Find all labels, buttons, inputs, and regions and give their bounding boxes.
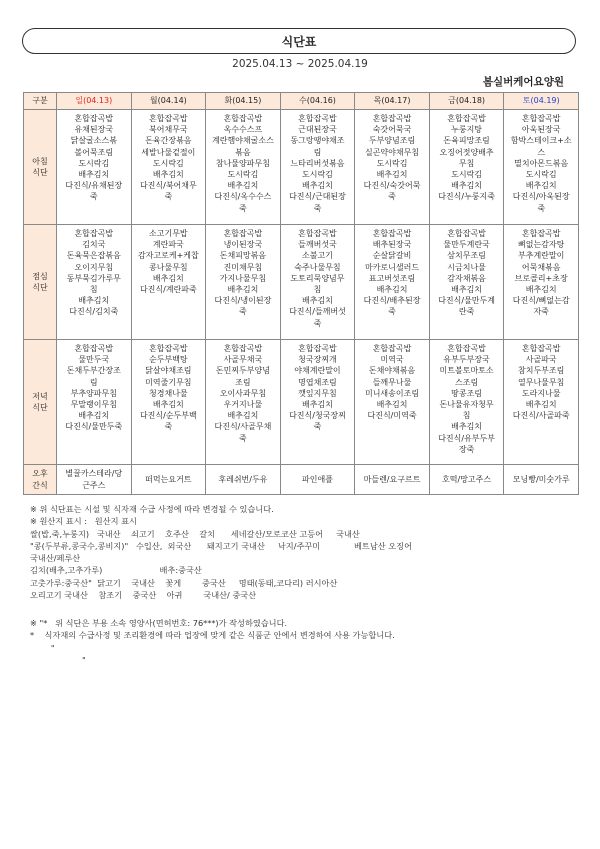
note-line: ※ 위 식단표는 시설 및 식자재 수급 사정에 따라 변경될 수 있습니다.	[30, 504, 274, 514]
cell-text-line: 식단	[32, 403, 48, 412]
menu-title-box	[22, 28, 576, 54]
cell-text-line: 배추김치	[525, 285, 557, 295]
cell-text-line: 아욱된장국	[521, 125, 561, 135]
cell-text-line: 동부묵김가루무	[66, 273, 121, 283]
cell-text-line: 죽	[537, 203, 546, 213]
cell-text-line: 멸치아몬드볶음	[514, 158, 569, 168]
cell-text-line: 혼합잡곡밥	[74, 344, 114, 353]
row-label-dinner	[24, 340, 57, 465]
note-line: 쌀(밥,죽,누룽지) 국내산 쇠고기 호주산 갈치 세네갈산/모로코산 고등어 국내산	[30, 528, 360, 539]
menu-cell: 떠먹는요거트	[131, 465, 206, 495]
cell-text-line: 혼합잡곡밥	[149, 114, 188, 123]
menu-cell	[280, 225, 355, 340]
menu-cell: 후레쉬번/두유	[206, 465, 281, 495]
cell-text-line: 혼합잡곡밥	[521, 344, 561, 353]
menu-cell	[429, 340, 504, 465]
cell-text-line: 돈육묵은잡볶음	[66, 251, 121, 261]
cell-text-line: 미트볼토마토소	[439, 366, 494, 376]
cell-text-line: 뼈없는감자탕	[518, 240, 565, 250]
cell-text-line: 두부양념조림	[368, 136, 416, 146]
cell-text-line: 혼합잡곡밥	[298, 344, 337, 353]
cell-text-line: 배추김치	[152, 400, 184, 410]
cell-text-line: 도시락김	[227, 170, 259, 180]
cell-text-line: 혼합잡곡밥	[521, 229, 561, 238]
cell-text-line: 물만두계란국	[443, 240, 490, 250]
cell-text-line: 도시락김	[302, 170, 333, 180]
cell-text-line: 식단	[32, 283, 48, 292]
cell-text-line: 청국장찌개	[298, 355, 337, 365]
cell-text-line: 동그랑땡야채조	[290, 136, 345, 146]
menu-cell	[504, 225, 579, 340]
menu-cell: 파인애플	[280, 465, 355, 495]
cell-text-line: 배추김치	[78, 411, 110, 421]
cell-text-line: 순두부백탕	[149, 355, 188, 365]
cell-text-line: 소불고기	[302, 251, 333, 261]
cell-text-line: 다진식/배추된장	[363, 296, 421, 306]
cell-text-line: 도시락김	[152, 158, 184, 168]
menu-cell	[280, 340, 355, 465]
cell-text-line: 죽	[388, 307, 396, 317]
menu-cell	[206, 340, 281, 465]
cell-text-line: 청경채나물	[149, 388, 188, 398]
cell-text-line: 죽	[313, 422, 322, 432]
cell-text-line: 저녁	[32, 391, 48, 401]
cell-text-line: 죽	[239, 203, 247, 213]
menu-cell	[131, 225, 206, 340]
day-header-tue: 화(04.15)	[206, 93, 281, 110]
cell-text-line: 다진식/들깨버섯	[289, 307, 346, 317]
cell-text-line: 다진식/사골무채	[214, 422, 272, 432]
cell-text-line: 다진식/유채된장	[65, 181, 123, 191]
cell-text-line: 배추김치	[376, 170, 408, 180]
cell-text-line: 깻잎지무침	[298, 388, 337, 398]
menu-cell	[355, 225, 430, 340]
cell-text-line: 스	[537, 147, 546, 157]
cell-text-line: 죽	[239, 433, 247, 443]
cell-text-line: 죽	[164, 422, 173, 432]
cell-text-line: 스조림	[455, 377, 479, 387]
cell-text-line: 함박스테이크+소	[510, 136, 572, 146]
cell-text-line: 점심	[32, 271, 48, 281]
cell-text-line: 들깨버섯국	[298, 240, 337, 250]
menu-cell	[206, 225, 281, 340]
footer-line: * 식자재의 수급사정 및 조리환경에 따라 업장에 맞게 같은 식품군 안에서 변경하여 사용 가능합니다.	[30, 630, 395, 641]
row-label-breakfast	[24, 110, 57, 225]
cell-text-line: 혼합잡곡밥	[223, 344, 263, 353]
cell-text-line: 사골무채국	[223, 355, 263, 365]
cell-text-line: 소고기무밥	[149, 229, 188, 238]
cell-text-line: 북어채무국	[149, 125, 188, 135]
cell-text-line: 열무나물무침	[518, 377, 565, 387]
cell-text-line: 다진식/청국장찌	[289, 411, 346, 421]
cell-text-line: 혼합잡곡밥	[298, 229, 337, 238]
cell-text-line: 볼어묵조림	[74, 147, 114, 157]
cell-text-line: 근대된장국	[298, 125, 337, 135]
date-range: 2025.04.13 ~ 2025.04.19	[232, 58, 368, 70]
cell-text-line: 볶음	[235, 147, 251, 157]
notes-block	[30, 503, 580, 601]
cell-text-line: 미니새송이조림	[364, 388, 420, 398]
menu-cell: 마들렌/요구르트	[355, 465, 430, 495]
cell-text-line: 다진식/근대된장	[289, 192, 346, 202]
cell-text-line: 무말랭이무침	[70, 400, 117, 410]
cell-text-line: 세발나물겉절이	[141, 147, 196, 157]
cell-text-line: 오이사과무침	[219, 388, 267, 398]
day-header-thu: 목(04.17)	[355, 93, 430, 110]
cell-text-line: 배추김치	[525, 181, 557, 191]
cell-text-line: 누룽지탕	[451, 125, 483, 135]
cell-text-line: 다진식/미역죽	[367, 411, 417, 421]
snack-row	[24, 465, 579, 495]
cell-text-line: 순살닭갈비	[372, 251, 412, 261]
cell-text-line: 간식	[32, 480, 48, 490]
cell-text-line: 자죽	[533, 307, 549, 317]
cell-text-line: 혼합잡곡밥	[521, 114, 561, 123]
menu-cell	[504, 110, 579, 225]
cell-text-line: 아침	[32, 156, 48, 166]
cell-text-line: 참치두부조림	[518, 366, 565, 376]
cell-text-line: 계란햄야채굴소스	[211, 136, 274, 146]
cell-text-line: 배추김치	[525, 400, 557, 410]
day-header-sun: 일(04.13)	[57, 93, 132, 110]
cell-text-line: 다진식/사골파죽	[512, 411, 570, 421]
menu-cell	[280, 110, 355, 225]
cell-text-line: 림	[89, 377, 98, 387]
cell-text-line: 부추양파무침	[70, 388, 117, 398]
facility-name: 봄실버케어요양원	[482, 76, 564, 88]
cell-text-line: 죽	[89, 192, 98, 202]
cell-text-line: 실곤약야채무침	[364, 147, 420, 157]
cell-text-line: 참나물양파무침	[215, 158, 270, 168]
cell-text-line: 숙갓어묵국	[372, 125, 412, 135]
menu-cell	[355, 340, 430, 465]
cell-text-line: 시금치나물	[447, 262, 486, 272]
cell-text-line: 무침	[458, 158, 475, 168]
menu-cell	[131, 340, 206, 465]
cell-text-line: 닭살야채조림	[145, 366, 192, 376]
menu-cell	[429, 225, 504, 340]
day-header-mon: 월(04.14)	[131, 93, 206, 110]
cell-text-line: 감자채볶음	[447, 273, 486, 283]
cell-text-line: 죽	[313, 203, 322, 213]
note-line: 오리고기 국내산 참조기 중국산 아귀 국내산/ 중국산	[30, 590, 257, 601]
cell-text-line: 다진식/옥수수스	[214, 192, 272, 202]
menu-cell: 호떡/망고주스	[429, 465, 504, 495]
cell-text-line: 계란파국	[152, 240, 184, 250]
cell-text-line: 도라지나물	[521, 388, 561, 398]
footer-line: ※ "* 위 식단은 부용 소속 영양사(면허번호: 76***)가 작성하였습니다.	[30, 618, 288, 628]
footer-line: "	[30, 654, 86, 665]
cell-text-line: 명엽채조림	[298, 377, 337, 387]
cell-text-line: 다진식/아욱된장	[512, 192, 570, 202]
cell-text-line: 죽	[239, 307, 247, 317]
cell-text-line: 삼치무조림	[447, 251, 486, 261]
cell-text-line: 콩나물무침	[149, 262, 188, 272]
cell-text-line: 혼합잡곡밥	[372, 344, 412, 353]
cell-text-line: 느타리버섯볶음	[290, 158, 345, 168]
cell-text-line: 침	[89, 285, 98, 295]
cell-text-line: 냉이된장국	[223, 240, 263, 250]
cell-text-line: 식단	[32, 168, 48, 177]
cell-text-line: 숙주나물무침	[294, 262, 341, 272]
cell-text-line: 브로콜리+초장	[514, 273, 568, 283]
cell-text-line: 들깨무나물	[372, 377, 412, 387]
cell-text-line: 혼합잡곡밥	[447, 114, 486, 123]
cell-text-line: 별꿀카스테라/당	[65, 469, 123, 479]
menu-cell	[429, 110, 504, 225]
cell-text-line: 혼합잡곡밥	[149, 344, 188, 353]
cell-text-line: 혼합잡곡밥	[447, 344, 486, 353]
cell-text-line: 배추김치	[78, 170, 110, 180]
note-line: 고춧가루:중국산" 닭고기 국내산 꽃게 중국산 명태(동태,코다리) 러시아산	[30, 577, 338, 588]
cell-text-line: 다진식/뼈없는감	[512, 296, 570, 306]
cell-text-line: 표고버섯조림	[368, 273, 416, 283]
cell-text-line: 돈육간장볶음	[145, 136, 192, 146]
cell-text-line: 장죽	[458, 444, 475, 454]
dinner-row	[24, 340, 579, 465]
cell-text-line: 오징어젓양배추	[439, 147, 494, 157]
cell-text-line: 오이지무침	[74, 262, 114, 272]
page-title: 식단표	[281, 34, 317, 49]
cell-text-line: 침	[462, 411, 471, 421]
day-header-sat: 토(04.19)	[504, 93, 579, 110]
cell-text-line: 도시락김	[78, 158, 110, 168]
menu-cell	[504, 340, 579, 465]
cell-text-line: 어묵채볶음	[521, 262, 561, 272]
cell-text-line: 배추김치	[302, 296, 333, 306]
cell-text-line: 죽	[313, 318, 322, 328]
cell-text-line: 도시락김	[451, 170, 483, 180]
cell-text-line: 돈채야채볶음	[368, 366, 416, 376]
cell-text-line: 배추김치	[227, 181, 259, 191]
menu-cell	[131, 110, 206, 225]
note-line: 국내산/페루산	[30, 553, 81, 564]
cell-text-line: 다진식/물만두계	[438, 296, 495, 306]
cell-text-line: 림	[313, 147, 322, 157]
cell-text-line: 닭살굴소스볶	[70, 136, 117, 146]
cell-text-line: 혼합잡곡밥	[372, 229, 412, 238]
cell-text-line: 부추계란말이	[518, 251, 565, 261]
cell-text-line: 배추김치	[451, 181, 483, 191]
cell-text-line: 다진식/누룽지죽	[438, 192, 495, 202]
cell-text-line: 혼합잡곡밥	[74, 229, 114, 238]
cell-text-line: 유부두부장국	[443, 355, 490, 365]
header-label: 구분	[24, 93, 57, 110]
cell-text-line: 배추김치	[152, 170, 184, 180]
day-header-fri: 금(04.18)	[429, 93, 504, 110]
footer-block	[30, 617, 580, 666]
cell-text-line: 오후	[32, 469, 48, 479]
cell-text-line: 돈민찌두부양념	[215, 366, 270, 376]
cell-text-line: 혼합잡곡밥	[372, 114, 412, 123]
cell-text-line: 배추된장국	[372, 240, 412, 250]
lunch-row	[24, 225, 579, 340]
cell-text-line: 배추김치	[227, 411, 259, 421]
cell-text-line: 유채된장국	[74, 125, 114, 135]
cell-text-line: 도시락김	[525, 170, 557, 180]
cell-text-line: 배추김치	[451, 285, 483, 295]
cell-text-line: 돈나물유자청무	[439, 400, 494, 410]
cell-text-line: 도시락김	[376, 158, 408, 168]
menu-cell	[57, 465, 132, 495]
cell-text-line: 죽	[164, 192, 173, 202]
cell-text-line: 가지나물무침	[219, 273, 267, 283]
cell-text-line: 진미채무침	[223, 262, 263, 272]
cell-text-line: 조림	[235, 377, 251, 387]
cell-text-line: 혼합잡곡밥	[223, 114, 263, 123]
cell-text-line: 혼합잡곡밥	[74, 114, 114, 123]
cell-text-line: 다진식/물만두죽	[65, 422, 123, 432]
cell-text-line: 배추김치	[376, 285, 408, 295]
menu-cell	[57, 225, 132, 340]
cell-text-line: 혼합잡곡밥	[298, 114, 337, 123]
cell-text-line: 다진식/북어채무	[139, 181, 197, 191]
cell-text-line: 미역줄기무침	[145, 377, 192, 387]
cell-text-line: 돈채두부간장조	[66, 366, 121, 376]
cell-text-line: 다진식/유부두부	[438, 433, 495, 443]
cell-text-line: 마카로니샐러드	[364, 262, 420, 272]
row-label-lunch	[24, 225, 57, 340]
cell-text-line: 다진식/계란파죽	[139, 285, 197, 295]
menu-table	[23, 92, 579, 495]
cell-text-line: 배추김치	[227, 285, 259, 295]
cell-text-line: 미역국	[380, 355, 404, 365]
note-line: "콩(두부류,콩국수,콩비지)" 수입산, 외국산 돼지고기 국내산 낙지/주꾸미 베트남산 오징어	[30, 540, 412, 551]
menu-cell: 모닝빵/미숫가루	[504, 465, 579, 495]
cell-text-line: 감자고로케+케찹	[137, 251, 199, 261]
cell-text-line: 배추김치	[376, 400, 408, 410]
cell-text-line: 사골파국	[525, 355, 557, 365]
cell-text-line: 다진식/숙갓어묵	[363, 181, 421, 191]
menu-cell	[206, 110, 281, 225]
cell-text-line: 다진식/냉이된장	[214, 296, 272, 306]
cell-text-line: 배추김치	[302, 181, 333, 191]
cell-text-line: 란죽	[458, 307, 475, 317]
cell-text-line: 배추김치	[302, 400, 333, 410]
cell-text-line: 배추김치	[451, 422, 483, 432]
cell-text-line: 땅콩조림	[451, 388, 483, 398]
cell-text-line: 침	[313, 285, 322, 295]
cell-text-line: 다진식/순두부백	[139, 411, 197, 421]
note-line: ※ 원산지 표시 : 원산지 표시	[30, 516, 137, 527]
cell-text-line: 우거지나물	[223, 400, 263, 410]
cell-text-line: 죽	[388, 192, 396, 202]
cell-text-line: 배추김치	[152, 273, 184, 283]
menu-cell	[355, 110, 430, 225]
cell-text-line: 도토리묵양념무	[290, 273, 345, 283]
cell-text-line: 김치국	[82, 240, 106, 250]
menu-cell	[57, 340, 132, 465]
cell-text-line: 혼합잡곡밥	[447, 229, 486, 238]
note-line: 김치(배추,고추가루) 배추:중국산	[30, 565, 202, 576]
cell-text-line: 돈채피망볶음	[219, 251, 267, 261]
breakfast-row	[24, 110, 579, 225]
cell-text-line: 물만두국	[78, 355, 110, 365]
cell-text-line: 배추김치	[78, 296, 110, 306]
cell-text-line: 돈육피망조림	[443, 136, 490, 146]
cell-text-line: 야채계란말이	[294, 366, 341, 376]
footer-line: "	[30, 642, 55, 653]
cell-text-line: 옥수수스프	[223, 125, 263, 135]
day-header-wed: 수(04.16)	[280, 93, 355, 110]
menu-cell	[57, 110, 132, 225]
cell-text-line: 혼합잡곡밥	[223, 229, 263, 238]
row-label-snack	[24, 465, 57, 495]
cell-text-line: 다진식/김치죽	[69, 307, 119, 317]
header-row	[24, 93, 579, 110]
cell-text-line: 근주스	[82, 480, 106, 490]
